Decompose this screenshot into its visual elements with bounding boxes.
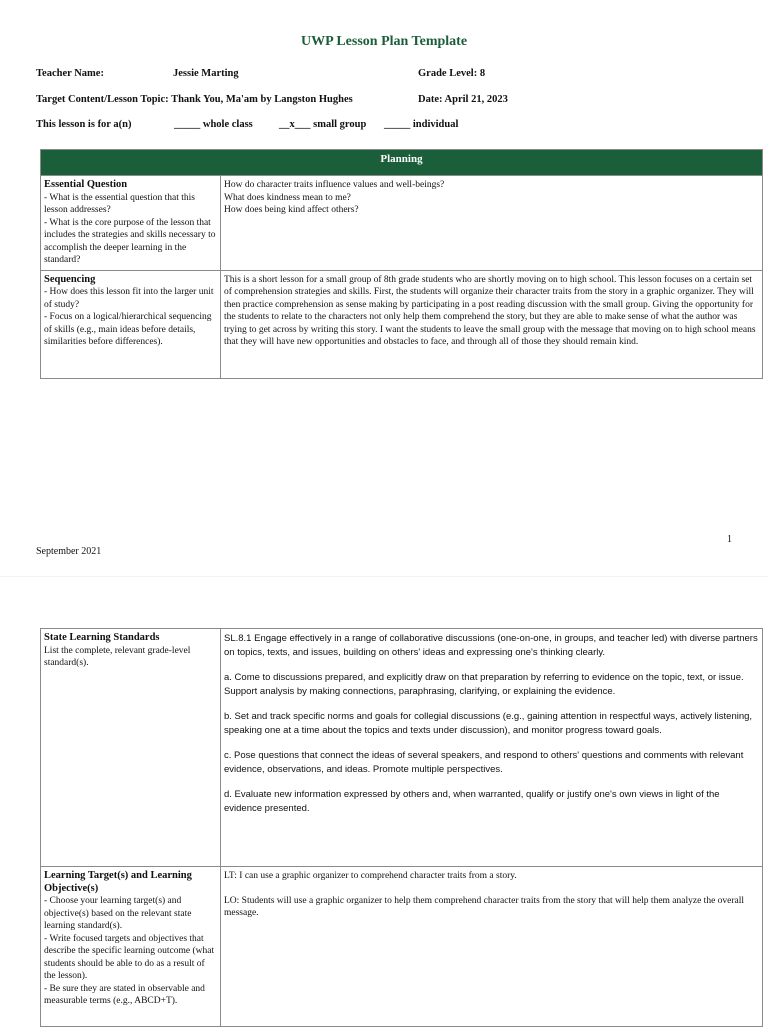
- standard-a: a. Come to discussions prepared, and explicitly draw on that preparation by referring to evidence on the topic, text, or issue. Support analysis by making connections, paraphrasing, clarifying, or explaining the evidence.: [224, 672, 744, 697]
- planning-table: [40, 149, 763, 379]
- option-whole-class: _____ whole class: [174, 119, 253, 130]
- targets-title: Learning Target(s) and Learning Objective(s): [44, 870, 192, 894]
- lesson-for-label: This lesson is for a(n): [36, 119, 132, 130]
- essential-question-answer[interactable]: How do character traits influence values and well-beings? What does kindness mean to me? How does being kind affect others?: [221, 176, 763, 271]
- targets-cell: [41, 867, 221, 1027]
- planning-header: Planning: [41, 150, 763, 176]
- sequencing-answer[interactable]: This is a short lesson for a small group of 8th grade students who are shortly moving on to high school. This lesson focuses on a certain set of comprehension strategies and skills. First, the students will organize their character traits from the story in a graphic organizer. They will then practice comprehension as sense making by participating in a post reading discussion with the small group. Giving the opportunity for the students to relate to the characters not only help them comprehend the story, but they are able to make sense of what the author was trying to get across by writing this story. I want the students to leave the small group with the message that moving on to high school means that they will have new opportunities and obstacles to face, and through all of those they should remain kind.: [221, 270, 763, 378]
- standards-table: [40, 628, 763, 1027]
- standards-title: State Learning Standards: [44, 632, 160, 643]
- teacher-name-value: Jessie Marting: [173, 68, 239, 79]
- standards-desc: List the complete, relevant grade-level standard(s).: [44, 645, 191, 668]
- page-divider: [0, 576, 768, 577]
- essential-question-cell: [41, 176, 221, 271]
- essential-question-desc: - What is the essential question that this lesson addresses? - What is the core purpose of the lesson that includes the strategies and skills necessary to accomplish the deeper learning in the standard?: [44, 192, 216, 265]
- lesson-topic: Target Content/Lesson Topic: Thank You, Ma'am by Langston Hughes: [36, 94, 353, 105]
- document-title: UWP Lesson Plan Template: [300, 34, 468, 49]
- standard-c: c. Pose questions that connect the ideas of several speakers, and respond to others' questions and comments with relevant evidence, observations, and ideas. Promote multiple perspectives.: [224, 750, 744, 775]
- learning-target: LT: I can use a graphic organizer to comprehend character traits from a story.: [224, 871, 517, 881]
- standard-b: b. Set and track specific norms and goals for collegial discussions (e.g., gaining attention in respectful ways, actively listening, speaking one at a time about the topics and texts under discussion), and monitor progress toward goals.: [224, 711, 753, 736]
- option-individual: _____ individual: [384, 119, 459, 130]
- teacher-name-label: Teacher Name:: [36, 68, 104, 79]
- page-number: 1: [727, 534, 732, 545]
- sequencing-cell: [41, 270, 221, 378]
- targets-answer[interactable]: [221, 867, 763, 1027]
- sequencing-desc: - How does this lesson fit into the larger unit of study? - Focus on a logical/hierarchical sequencing of skills (e.g., main ideas before details, similarities before differences).: [44, 287, 214, 347]
- grade-level: Grade Level: 8: [418, 68, 486, 79]
- lesson-date: Date: April 21, 2023: [418, 94, 508, 105]
- sequencing-title: Sequencing: [44, 273, 96, 285]
- option-small-group: __x___ small group: [279, 119, 367, 130]
- standard-sl81: SL.8.1 Engage effectively in a range of collaborative discussions (one-on-one, in groups, and teacher led) with diverse partners on topics, texts, and issues, building on others' ideas and expressing one's thinking clearly.: [224, 633, 758, 658]
- standards-answer[interactable]: [221, 629, 763, 867]
- standard-d: d. Evaluate new information expressed by others and, when warranted, qualify or justify one's own views in light of the evidence presented.: [224, 789, 720, 814]
- essential-question-title: Essential Question: [44, 179, 128, 190]
- standards-cell: [41, 629, 221, 867]
- targets-desc: - Choose your learning target(s) and objective(s) based on the relevant state learning standard(s). - Write focused targets and objectives that describe the specific learning outcome (what students should be able to do as a result of the lesson). - Be sure they are stated in observable and measurable terms (e.g., ABCD+T).: [44, 896, 215, 1006]
- learning-objective: LO: Students will use a graphic organizer to help them comprehend character traits from the story that will help them analyze the overall message.: [224, 895, 745, 918]
- footer-date: September 2021: [36, 546, 102, 557]
